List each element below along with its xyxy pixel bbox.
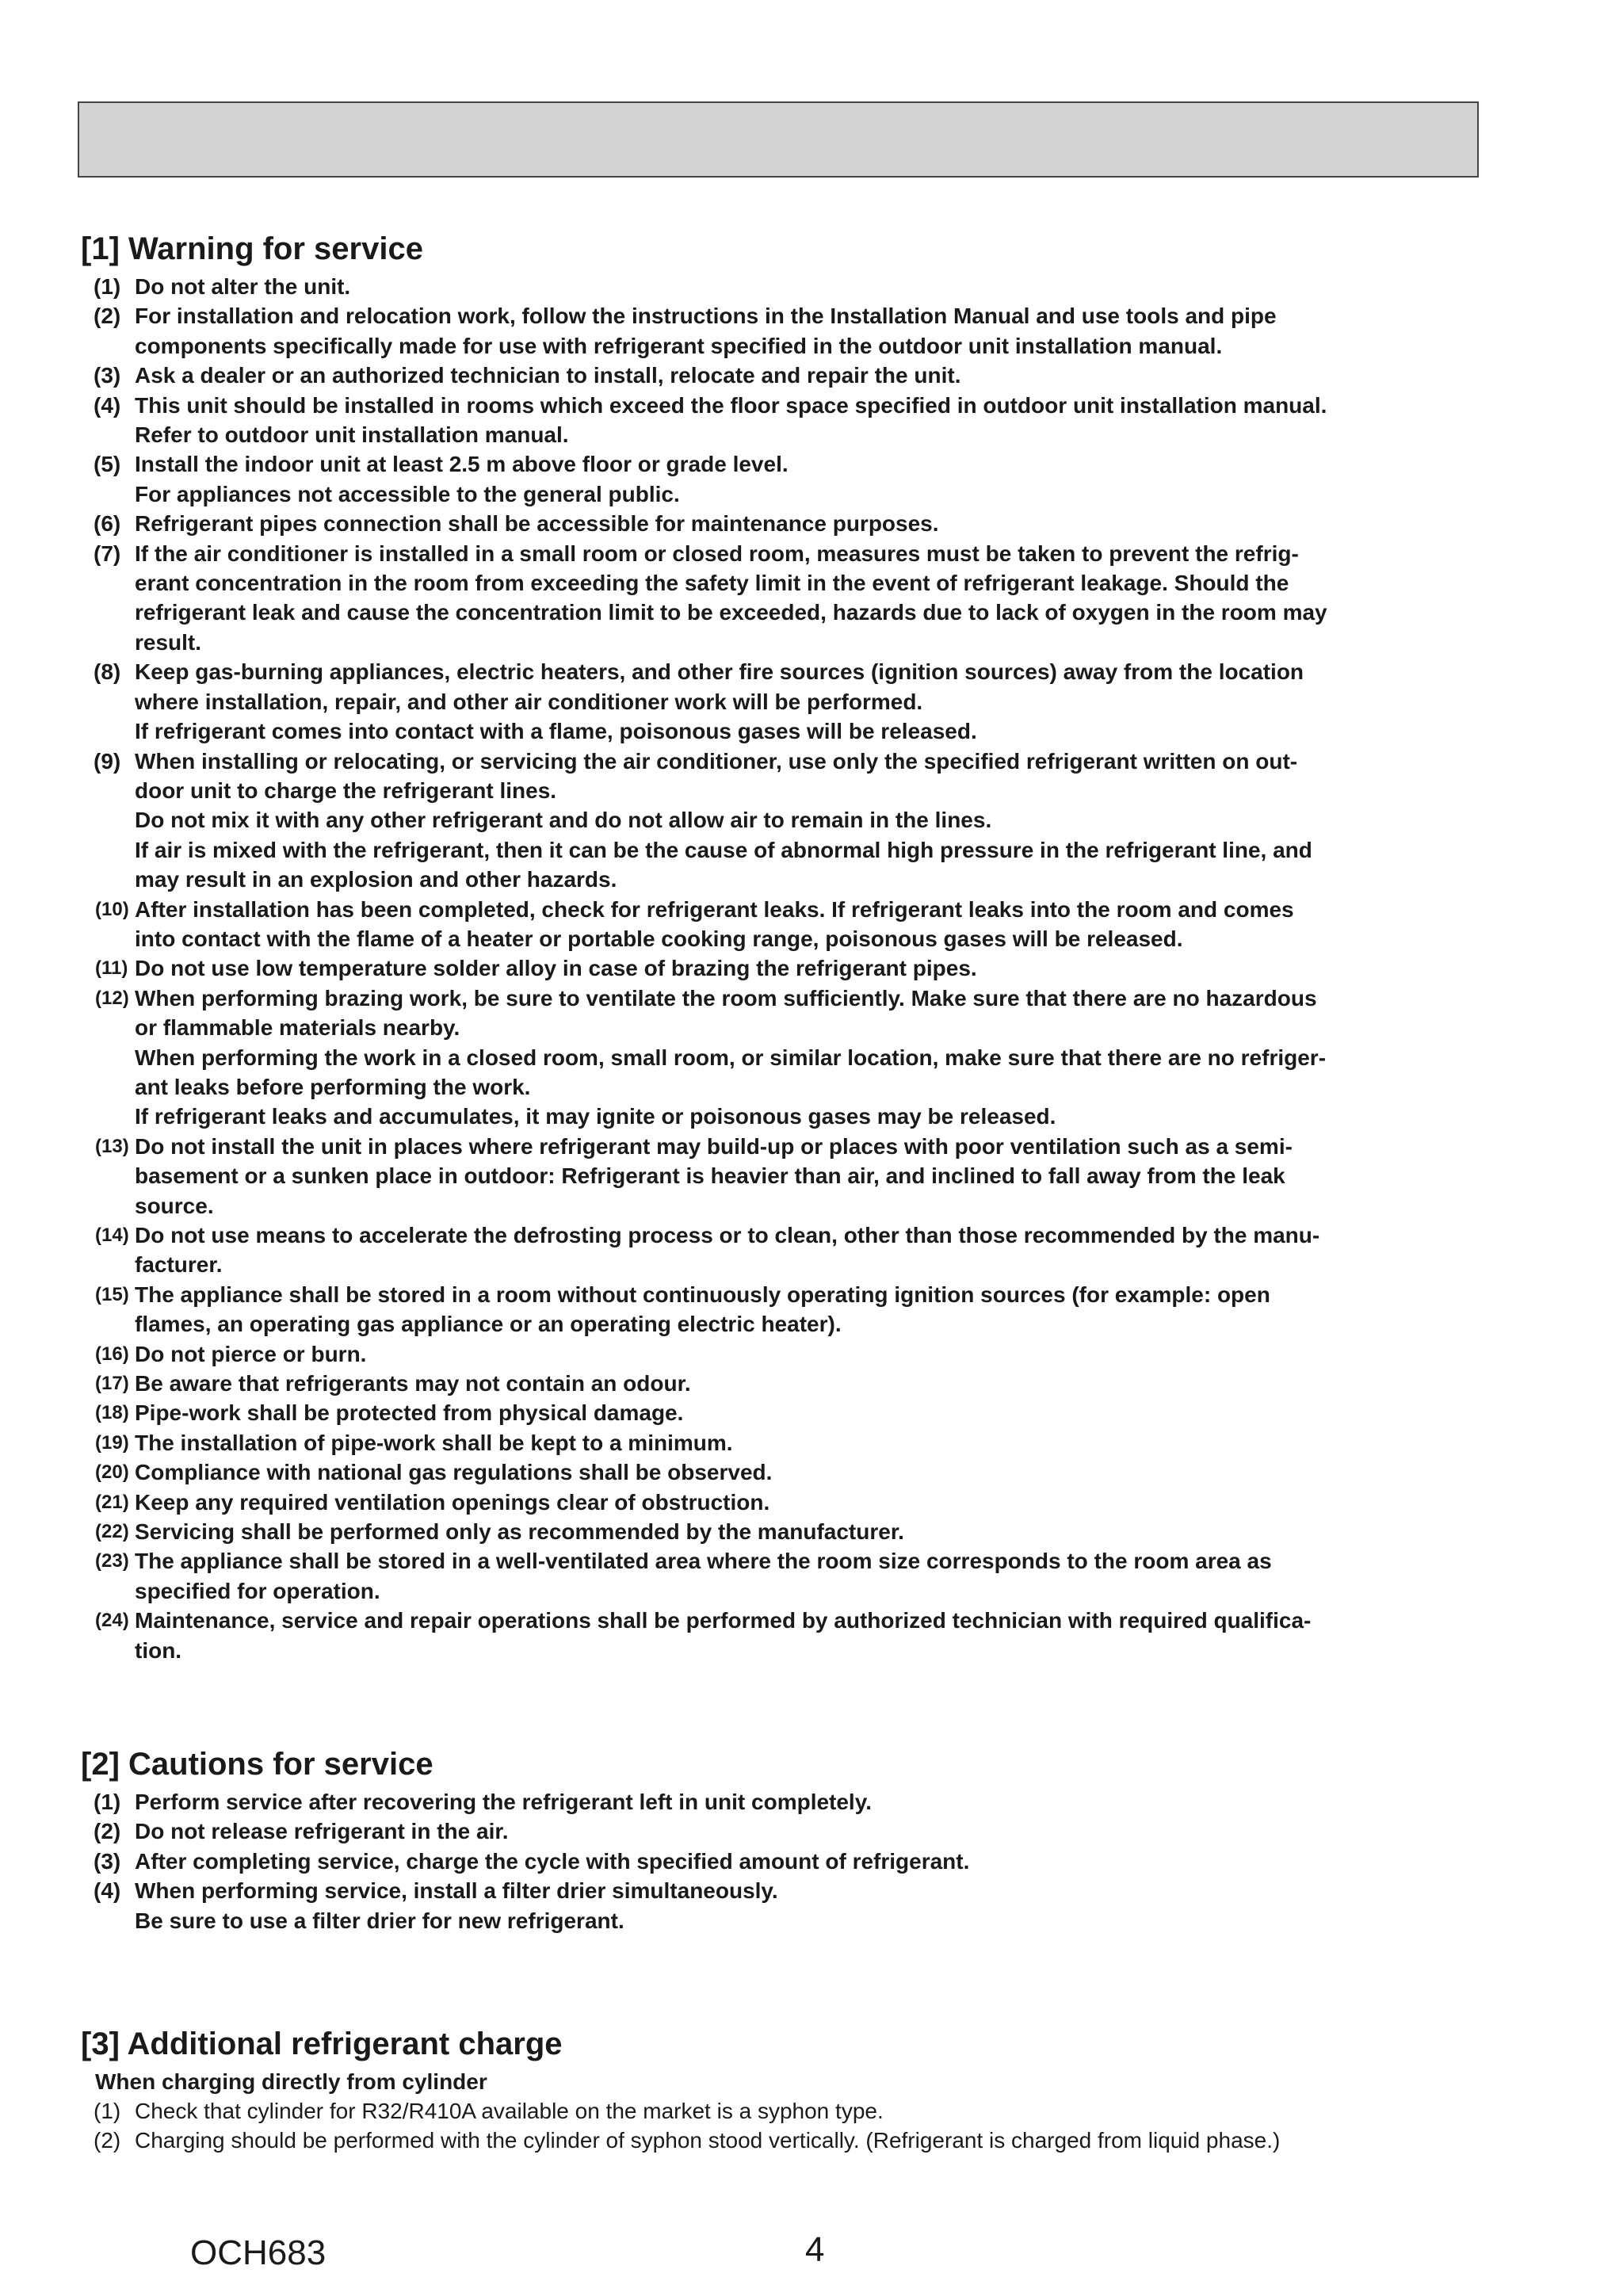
refrigerant-charge-section — [81, 2025, 1491, 2156]
item-text-line: door unit to charge the refrigerant lines. — [135, 777, 557, 803]
cautions-heading: [2] Cautions for service — [81, 1747, 433, 1782]
document-code: OCH683 — [190, 2233, 327, 2272]
list-item — [81, 984, 1491, 1132]
item-number: (3) — [94, 1848, 121, 1874]
list-item — [81, 1132, 1491, 1221]
item-number: (16) — [95, 1343, 129, 1365]
list-item — [81, 1787, 1491, 1817]
item-text-line: facturer. — [135, 1252, 223, 1278]
item-text-line: When installing or relocating, or servicing the air conditioner, use only the specified refrigerant written on out- — [135, 748, 1298, 774]
item-number: (20) — [95, 1461, 129, 1484]
item-number: (12) — [95, 987, 129, 1009]
item-text-line: Keep any required ventilation openings clear of obstruction. — [135, 1489, 770, 1515]
item-text-line: result. — [135, 629, 202, 655]
list-item — [81, 1606, 1491, 1665]
item-text-line: Do not mix it with any other refrigerant and do not allow air to remain in the lines. — [135, 808, 992, 833]
list-item — [81, 391, 1491, 450]
item-number: (1) — [94, 2099, 121, 2123]
item-number: (2) — [94, 1819, 121, 1844]
item-number: (23) — [95, 1550, 129, 1572]
item-number: (7) — [94, 541, 121, 566]
item-text-line: Refer to outdoor unit installation manual. — [135, 422, 569, 448]
item-text-line: erant concentration in the room from exceeding the safety limit in the event of refrigerant leakage. Should the — [135, 571, 1289, 596]
item-text-line: Do not release refrigerant in the air. — [135, 1819, 509, 1844]
item-text-line: Perform service after recovering the refrigerant left in unit completely. — [135, 1790, 872, 1814]
list-item — [81, 301, 1491, 361]
item-text-line: where installation, repair, and other air conditioner work will be performed. — [135, 689, 923, 714]
list-item — [81, 449, 1491, 509]
list-item — [81, 1457, 1491, 1487]
item-text-line: into contact with the flame of a heater or portable cooking range, poisonous gases will be released. — [135, 926, 1183, 951]
list-item — [81, 1876, 1491, 1935]
list-item — [81, 1369, 1491, 1398]
item-text-line: This unit should be installed in rooms which exceed the floor space specified in outdoor unit installation manual. — [135, 392, 1327, 418]
item-text-line: If the air conditioner is installed in a small room or closed room, measures must be taken to prevent the refrig- — [135, 541, 1299, 566]
item-number: (14) — [95, 1224, 129, 1246]
item-text-line: The appliance shall be stored in a well-ventilated area where the room size corresponds to the room area as — [135, 1549, 1272, 1574]
item-text-line: Ask a dealer or an authorized technician to install, relocate and repair the unit. — [135, 363, 961, 388]
item-number: (2) — [94, 2128, 121, 2153]
item-number: (1) — [94, 1790, 121, 1814]
list-item — [81, 2126, 1491, 2155]
list-item — [81, 657, 1491, 746]
item-number: (9) — [94, 748, 121, 774]
item-text-line: Do not alter the unit. — [135, 274, 351, 299]
item-text-line: components specifically made for use with refrigerant specified in the outdoor unit installation manual. — [135, 333, 1223, 358]
item-text-line: For appliances not accessible to the general public. — [135, 481, 680, 506]
list-item — [81, 953, 1491, 983]
item-text-line: tion. — [135, 1637, 182, 1663]
item-text-line: The installation of pipe-work shall be kept to a minimum. — [135, 1430, 733, 1455]
item-number: (6) — [94, 511, 121, 537]
list-item — [81, 1546, 1491, 1606]
list-item — [81, 747, 1491, 895]
item-number: (24) — [95, 1610, 129, 1632]
list-item — [81, 1221, 1491, 1280]
item-text-line: may result in an explosion and other hazards. — [135, 867, 617, 892]
item-text-line: Refrigerant pipes connection shall be accessible for maintenance purposes. — [135, 511, 939, 537]
item-text-line: For installation and relocation work, follow the instructions in the Installation Manual and use tools and pipe — [135, 304, 1277, 329]
item-text-line: Do not install the unit in places where refrigerant may build-up or places with poor ventilation such as a semi- — [135, 1133, 1293, 1159]
item-text-line: Charging should be performed with the cylinder of syphon stood vertically. (Refrigerant is charged from liquid phase.) — [135, 2128, 1281, 2153]
item-text-line: Servicing shall be performed only as recommended by the manufacturer. — [135, 1519, 904, 1545]
item-number: (17) — [95, 1373, 129, 1395]
charging-list — [81, 2096, 1491, 2156]
item-text-line: If refrigerant leaks and accumulates, it may ignite or poisonous gases may be released. — [135, 1104, 1056, 1129]
item-text-line: Install the indoor unit at least 2.5 m above floor or grade level. — [135, 452, 789, 477]
item-text-line: source. — [135, 1193, 214, 1218]
warning-section — [81, 230, 1491, 1665]
list-item — [81, 272, 1491, 301]
item-number: (18) — [95, 1402, 129, 1424]
list-item — [81, 895, 1491, 954]
item-text-line: specified for operation. — [135, 1578, 380, 1603]
page-number: 4 — [805, 2230, 825, 2269]
item-number: (5) — [94, 452, 121, 477]
item-text-line: When performing the work in a closed room, small room, or similar location, make sure that there are no refriger- — [135, 1045, 1327, 1070]
section-title-box — [78, 101, 1479, 178]
item-number: (4) — [94, 392, 121, 418]
item-number: (21) — [95, 1491, 129, 1513]
item-number: (19) — [95, 1431, 129, 1454]
item-number: (3) — [94, 363, 121, 388]
item-number: (8) — [94, 659, 121, 685]
item-text-line: or flammable materials nearby. — [135, 1015, 460, 1041]
item-number: (15) — [95, 1283, 129, 1305]
item-text-line: Do not pierce or burn. — [135, 1341, 367, 1366]
list-item — [81, 1339, 1491, 1369]
item-text-line: Maintenance, service and repair operations shall be performed by authorized technician with required qualifica- — [135, 1608, 1312, 1633]
item-text-line: Do not use means to accelerate the defrosting process or to clean, other than those recommended by the manu- — [135, 1223, 1320, 1247]
item-text-line: After installation has been completed, check for refrigerant leaks. If refrigerant leaks into the room and comes — [135, 896, 1294, 922]
item-number: (1) — [94, 274, 121, 299]
item-number: (4) — [94, 1878, 121, 1904]
item-text-line: basement or a sunken place in outdoor: Refrigerant is heavier than air, and inclined to fall away from the leak — [135, 1163, 1285, 1189]
list-item — [81, 1488, 1491, 1517]
item-text-line: Keep gas-burning appliances, electric heaters, and other fire sources (ignition sources) away from the location — [135, 659, 1304, 685]
item-text-line: refrigerant leak and cause the concentration limit to be exceeded, hazards due to lack of oxygen in the room may — [135, 600, 1327, 625]
item-text-line: Do not use low temperature solder alloy in case of brazing the refrigerant pipes. — [135, 956, 977, 981]
item-text-line: After completing service, charge the cycle with specified amount of refrigerant. — [135, 1848, 970, 1874]
cautions-list — [81, 1787, 1491, 1935]
list-item — [81, 509, 1491, 538]
item-text-line: Compliance with national gas regulations shall be observed. — [135, 1460, 773, 1485]
list-item — [81, 1817, 1491, 1846]
item-text-line: When performing service, install a filter drier simultaneously. — [135, 1878, 778, 1904]
charging-subheading: When charging directly from cylinder — [95, 2069, 487, 2094]
item-text-line: Be sure to use a filter drier for new refrigerant. — [135, 1908, 624, 1933]
list-item — [81, 361, 1491, 390]
item-number: (11) — [95, 957, 128, 980]
item-text-line: ant leaks before performing the work. — [135, 1074, 531, 1099]
list-item — [81, 1847, 1491, 1876]
item-text-line: Pipe-work shall be protected from physical damage. — [135, 1400, 684, 1426]
list-item — [81, 2096, 1491, 2126]
list-item — [81, 1517, 1491, 1546]
warning-list — [81, 272, 1491, 1665]
item-number: (13) — [95, 1135, 129, 1157]
item-number: (10) — [95, 898, 129, 920]
item-text-line: When performing brazing work, be sure to ventilate the room sufficiently. Make sure that there are no hazardous — [135, 985, 1317, 1010]
item-text-line: The appliance shall be stored in a room without continuously operating ignition sources (for example: open — [135, 1282, 1270, 1307]
item-text-line: If air is mixed with the refrigerant, then it can be the cause of abnormal high pressure in the refrigerant line, and — [135, 837, 1312, 862]
item-text-line: If refrigerant comes into contact with a flame, poisonous gases will be released. — [135, 719, 977, 744]
item-text-line: Check that cylinder for R32/R410A available on the market is a syphon type. — [135, 2099, 884, 2123]
list-item — [81, 1428, 1491, 1457]
item-text-line: Be aware that refrigerants may not contain an odour. — [135, 1371, 691, 1396]
cautions-section — [81, 1745, 1491, 1935]
refrigerant-charge-heading: [3] Additional refrigerant charge — [81, 2027, 563, 2061]
list-item — [81, 539, 1491, 658]
warning-heading: [1] Warning for service — [81, 231, 423, 266]
item-number: (2) — [94, 304, 121, 329]
item-text-line: flames, an operating gas appliance or an operating electric heater). — [135, 1312, 842, 1337]
list-item — [81, 1280, 1491, 1339]
list-item — [81, 1398, 1491, 1427]
item-number: (22) — [95, 1521, 129, 1543]
